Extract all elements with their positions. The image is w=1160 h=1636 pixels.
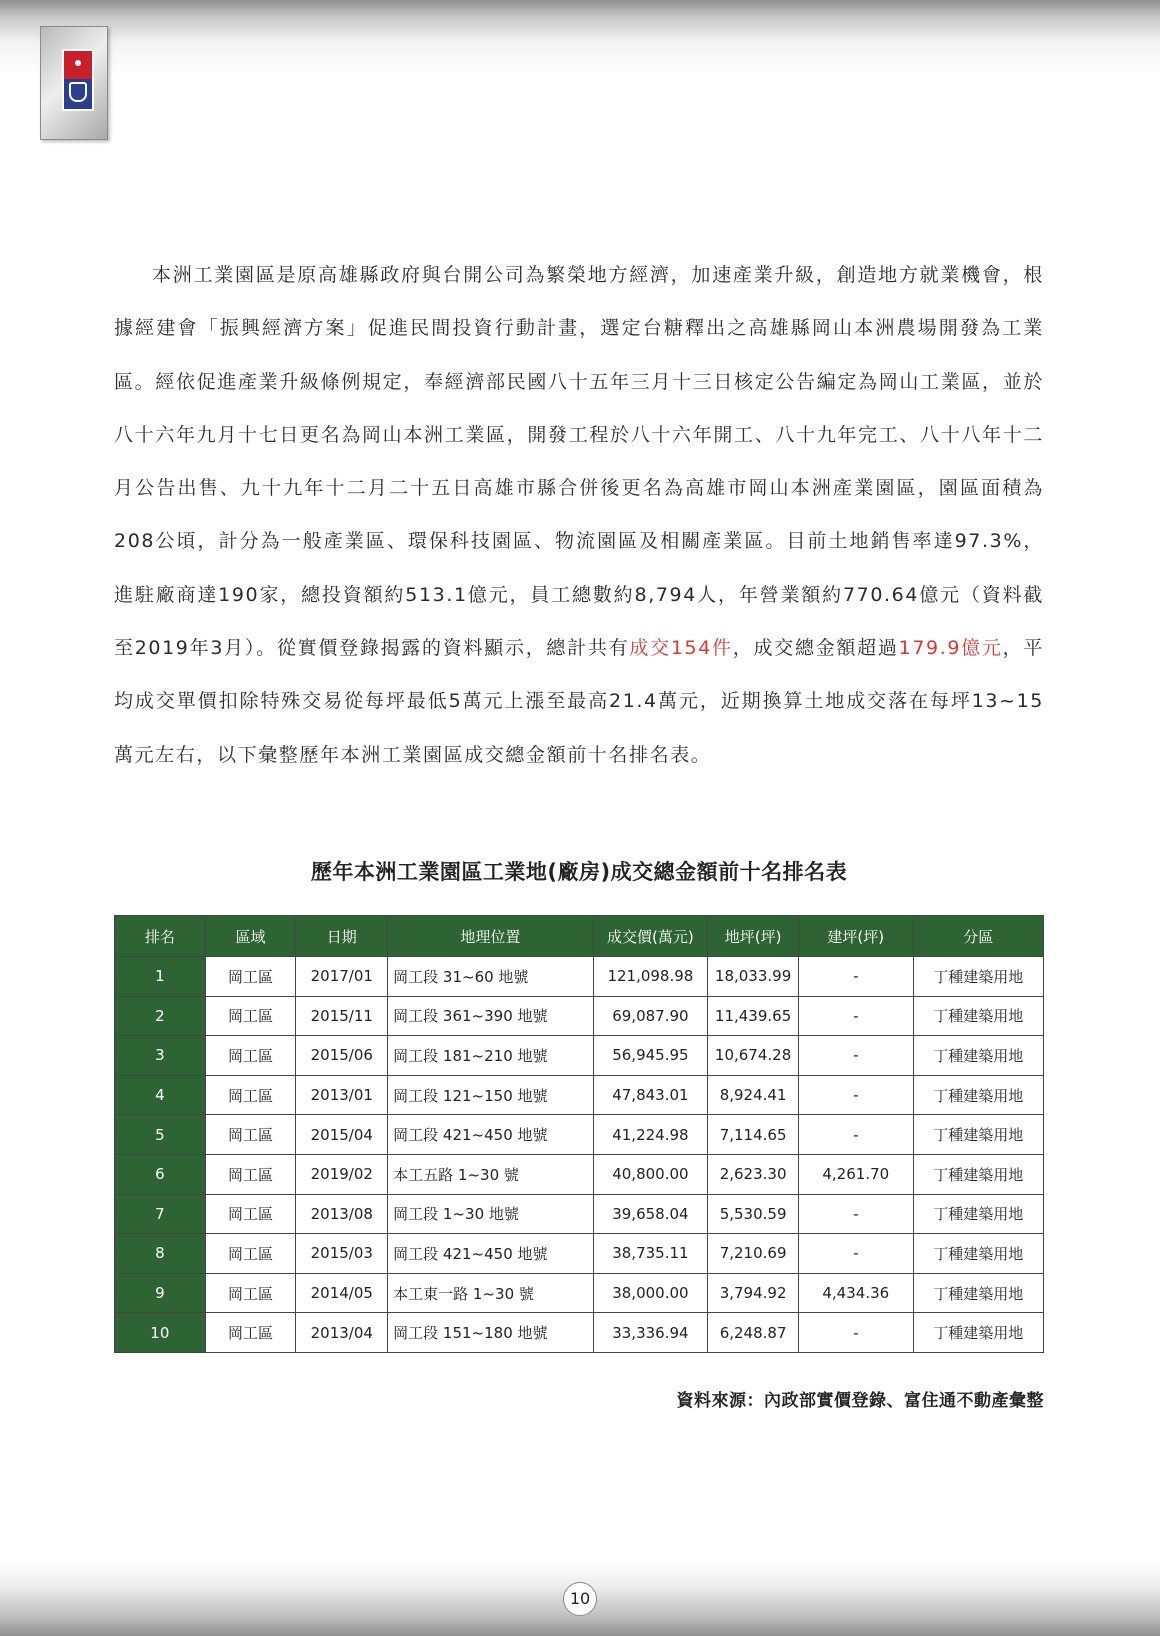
table-cell: 4 [115, 1075, 206, 1115]
column-header: 成交價(萬元) [593, 916, 708, 957]
table-cell: 56,945.95 [593, 1036, 708, 1076]
table-title: 歷年本洲工業園區工業地(廠房)成交總金額前十名排名表 [310, 860, 848, 884]
table-cell: 4,434.36 [798, 1273, 913, 1313]
table-cell: 岡工段 181~210 地號 [388, 1036, 593, 1076]
table-row [115, 1234, 1044, 1274]
table-cell: 39,658.04 [593, 1194, 708, 1234]
table-cell: 2019/02 [296, 1154, 388, 1194]
paragraph-text-1: 本洲工業園區是原高雄縣政府與台開公司為繁榮地方經濟，加速產業升級，創造地方就業機會，根據經建會「振興經濟方案」促進民間投資行動計畫，選定台糖釋出之高雄縣岡山本洲農場開發為工業區。經依促進產業升級條例規定，奉經濟部民國八十五年三月十三日核定公告編定為岡山工業區，並於八十六年九月十七日更名為岡山本洲工業區，開發工程於八十六年開工、八十九年完工、八十八年十二月公告出售、九十九年十二月二十五日高雄市縣合併後更名為高雄市岡山本洲產業園區，園區面積為208公頃，計分為一般產業區、環保科技園區、物流園區及相關產業區。目前土地銷售率達97.3%，進駐廠商達190家，總投資額約513.1億元，員工總數約8,794人，年營業額約770.64億元（資料截至2019年3月）。從實價登錄揭露的資料顯示，總計共有 [114, 264, 1044, 660]
table-cell: - [798, 957, 913, 997]
table-cell: 岡工段 421~450 地號 [388, 1115, 593, 1155]
table-cell: - [798, 1313, 913, 1353]
table-cell: 38,000.00 [593, 1273, 708, 1313]
table-header-row [115, 916, 1044, 957]
table-cell: 2017/01 [296, 957, 388, 997]
table-cell: 岡工段 1~30 地號 [388, 1194, 593, 1234]
table-cell: 丁種建築用地 [913, 1075, 1043, 1115]
table-cell: 121,098.98 [593, 957, 708, 997]
column-header: 區域 [205, 916, 296, 957]
table-cell: - [798, 996, 913, 1036]
table-cell: 10 [115, 1313, 206, 1353]
logo-emblem-icon [62, 49, 94, 111]
column-header: 地坪(坪) [708, 916, 799, 957]
table-cell: 6,248.87 [708, 1313, 799, 1353]
table-cell: 丁種建築用地 [913, 1313, 1043, 1353]
intro-paragraph [114, 249, 1044, 782]
table-row [115, 996, 1044, 1036]
table-cell: - [798, 1036, 913, 1076]
table-cell: 岡工區 [205, 1036, 296, 1076]
table-cell: 41,224.98 [593, 1115, 708, 1155]
table-cell: 33,336.94 [593, 1313, 708, 1353]
table-cell: 本工東一路 1~30 號 [388, 1273, 593, 1313]
table-cell: 2015/03 [296, 1234, 388, 1274]
table-cell: 8 [115, 1234, 206, 1274]
table-row [115, 957, 1044, 997]
table-cell: 丁種建築用地 [913, 1154, 1043, 1194]
table-cell: 2015/06 [296, 1036, 388, 1076]
header-band [0, 0, 1160, 78]
table-cell: 岡工區 [205, 1154, 296, 1194]
table-row [115, 1313, 1044, 1353]
table-cell: 40,800.00 [593, 1154, 708, 1194]
table-row [115, 1154, 1044, 1194]
paragraph-text-2: ，成交總金額超過 [732, 637, 899, 660]
highlight-deal-count: 成交154件 [629, 637, 733, 660]
table-body [115, 957, 1044, 1353]
column-header: 日期 [296, 916, 388, 957]
table-cell: 7,210.69 [708, 1234, 799, 1274]
table-cell: 1 [115, 957, 206, 997]
table-cell: 岡工區 [205, 1115, 296, 1155]
table-cell: 2,623.30 [708, 1154, 799, 1194]
table-cell: 2013/08 [296, 1194, 388, 1234]
table-cell: 2 [115, 996, 206, 1036]
table-cell: 岡工段 151~180 地號 [388, 1313, 593, 1353]
table-cell: 2015/04 [296, 1115, 388, 1155]
table-cell: 2014/05 [296, 1273, 388, 1313]
table-cell: 5,530.59 [708, 1194, 799, 1234]
table-cell: 丁種建築用地 [913, 957, 1043, 997]
table-cell: 丁種建築用地 [913, 1036, 1043, 1076]
table-cell: 岡工區 [205, 1075, 296, 1115]
table-cell: 9 [115, 1273, 206, 1313]
table-cell: 岡工區 [205, 1194, 296, 1234]
table-cell: 6 [115, 1154, 206, 1194]
table-cell: 8,924.41 [708, 1075, 799, 1115]
paragraph-text-3: ，平均成交單價扣除特殊交易從每坪最低5萬元上漲至最高21.4萬元，近期換算土地成交落在每坪13~15萬元左右，以下彙整歷年本洲工業園區成交總金額前十名排名表。 [114, 637, 1044, 766]
company-logo [40, 26, 108, 140]
table-cell: 岡工段 421~450 地號 [388, 1234, 593, 1274]
table-cell: 岡工區 [205, 1273, 296, 1313]
column-header: 排名 [115, 916, 206, 957]
table-cell: 2015/11 [296, 996, 388, 1036]
table-cell: - [798, 1075, 913, 1115]
table-cell: 4,261.70 [798, 1154, 913, 1194]
ranking-table [114, 915, 1044, 1353]
column-header: 建坪(坪) [798, 916, 913, 957]
table-cell: 7 [115, 1194, 206, 1234]
table-row [115, 1075, 1044, 1115]
page-number: 10 [563, 1582, 597, 1616]
table-cell: 3,794.92 [708, 1273, 799, 1313]
table-cell: 岡工區 [205, 1313, 296, 1353]
table-cell: 3 [115, 1036, 206, 1076]
column-header: 地理位置 [388, 916, 593, 957]
table-cell: 丁種建築用地 [913, 996, 1043, 1036]
table-cell: - [798, 1234, 913, 1274]
table-cell: - [798, 1115, 913, 1155]
table-row [115, 1115, 1044, 1155]
table-cell: 5 [115, 1115, 206, 1155]
table-cell: 本工五路 1~30 號 [388, 1154, 593, 1194]
table-row [115, 1036, 1044, 1076]
table-cell: 丁種建築用地 [913, 1115, 1043, 1155]
table-cell: 38,735.11 [593, 1234, 708, 1274]
table-cell: 岡工段 121~150 地號 [388, 1075, 593, 1115]
table-cell: 2013/04 [296, 1313, 388, 1353]
table-cell: 47,843.01 [593, 1075, 708, 1115]
table-cell: 丁種建築用地 [913, 1273, 1043, 1313]
table-cell: 10,674.28 [708, 1036, 799, 1076]
table-cell: 7,114.65 [708, 1115, 799, 1155]
table-cell: - [798, 1194, 913, 1234]
column-header: 分區 [913, 916, 1043, 957]
table-row [115, 1273, 1044, 1313]
data-source-note: 資料來源：內政部實價登錄、富住通不動產彙整 [676, 1391, 1044, 1411]
highlight-total-amount: 179.9億元 [898, 637, 1003, 660]
table-row [115, 1194, 1044, 1234]
table-cell: 丁種建築用地 [913, 1234, 1043, 1274]
table-cell: 11,439.65 [708, 996, 799, 1036]
table-cell: 岡工區 [205, 1234, 296, 1274]
table-cell: 18,033.99 [708, 957, 799, 997]
table-cell: 岡工區 [205, 957, 296, 997]
table-cell: 岡工段 31~60 地號 [388, 957, 593, 997]
table-cell: 丁種建築用地 [913, 1194, 1043, 1234]
table-cell: 2013/01 [296, 1075, 388, 1115]
table-cell: 岡工段 361~390 地號 [388, 996, 593, 1036]
table-cell: 岡工區 [205, 996, 296, 1036]
table-cell: 69,087.90 [593, 996, 708, 1036]
